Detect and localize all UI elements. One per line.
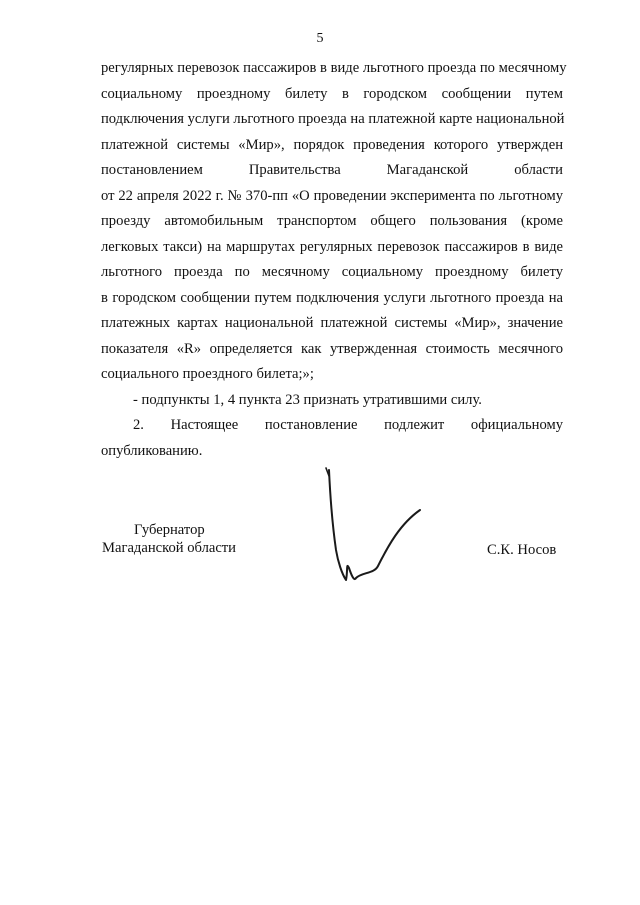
body-line: в городском сообщении путем подключения услуги льготного проезда на	[101, 289, 563, 306]
body-line: постановлением Правительства Магаданской области	[101, 162, 563, 178]
body-line: проезду автомобильным транспортом общего пользования (кроме	[101, 213, 563, 229]
body-line: показателя «R» определяется как утвержденная стоимость месячного	[101, 340, 563, 357]
body-line: опубликованию.	[101, 442, 203, 459]
signatory-position: Губернатор	[134, 522, 205, 538]
body-line: легковых такси) на маршрутах регулярных перевозок пассажиров в виде	[101, 238, 563, 255]
body-text	[101, 56, 567, 464]
body-line: платежной системы «Мир», порядок проведения которого утвержден	[101, 136, 563, 153]
signatory-region: Магаданской области	[102, 540, 236, 556]
handwritten-signature	[316, 462, 426, 602]
body-line: платежных картах национальной платежной системы «Мир», значение	[101, 315, 563, 331]
body-line: социальному проездному билету в городском сообщении путем	[101, 85, 563, 102]
body-line: социального проездного билета;»;	[101, 366, 314, 382]
body-line: льготного проезда по месячному социальному проездному билету	[101, 264, 563, 280]
body-line: от 22 апреля 2022 г. № 370-пп «О проведении эксперимента по льготному	[101, 187, 563, 204]
page-number: 5	[316, 31, 324, 46]
body-line: 2. Настоящее постановление подлежит официальному	[133, 417, 563, 433]
body-line: - подпункты 1, 4 пункта 23 признать утратившими силу.	[133, 391, 482, 408]
signatory-name: С.К. Носов	[487, 542, 557, 558]
body-line: подключения услуги льготного проезда на платежной карте национальной	[101, 111, 565, 127]
body-line: регулярных перевозок пассажиров в виде льготного проезда по месячному	[101, 60, 567, 76]
